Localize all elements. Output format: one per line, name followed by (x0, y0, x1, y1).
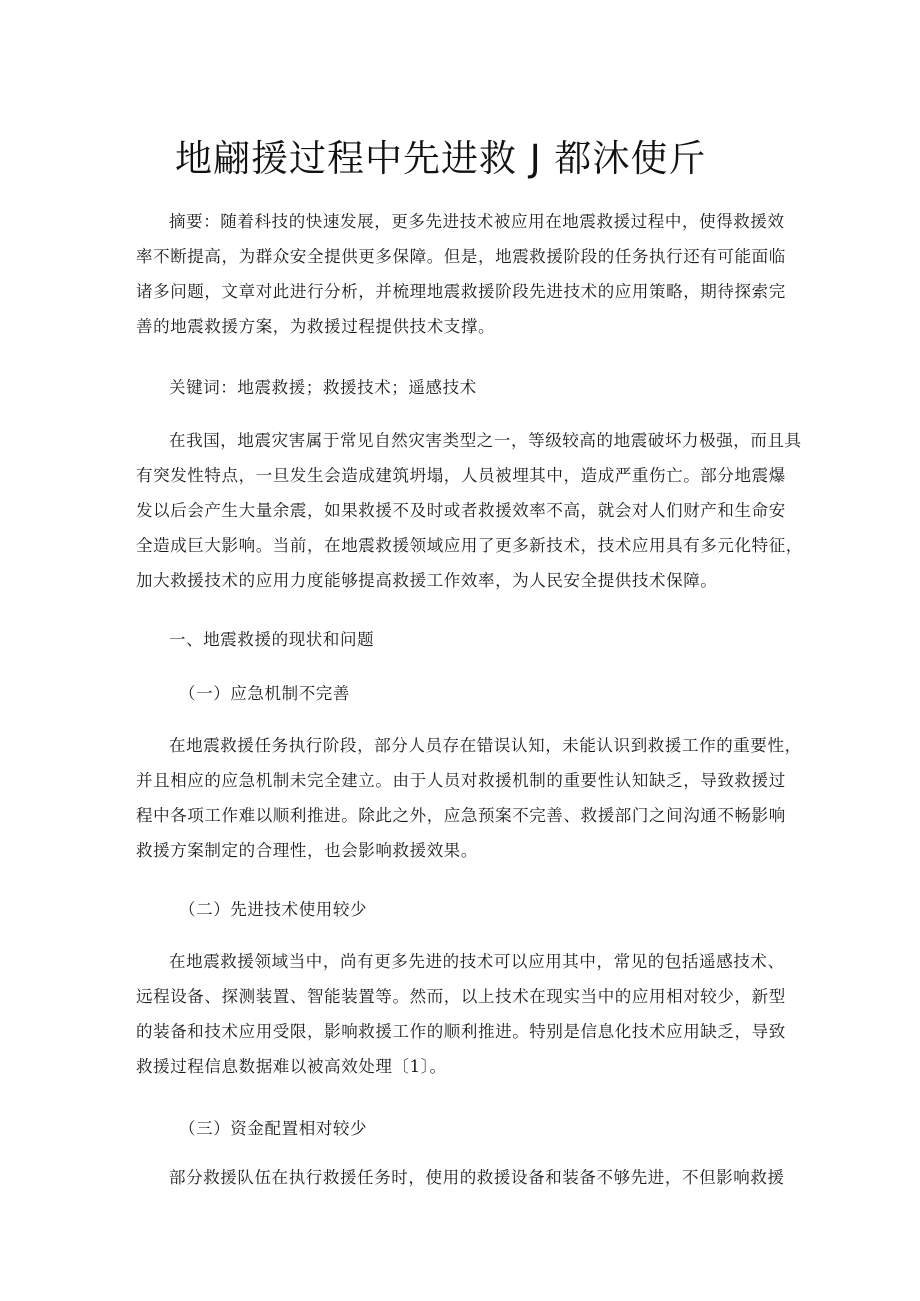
subsection-2-body (136, 944, 798, 1084)
keywords-line: 关键词：地震救援；救援技术；遥感技术 (169, 378, 477, 397)
intro-line: 全造成巨大影响。当前，在地震救援领域应用了更多新技术，技术应用具有多元化特征， (136, 536, 803, 555)
body-line: 的装备和技术应用受限，影响救援工作的顺利推进。特别是信息化技术应用缺乏，导致 (136, 1022, 786, 1041)
body-line: 在地震救援领域当中，尚有更多先进的技术可以应用其中，常见的包括遥感技术、 (169, 952, 785, 971)
body-line: 远程设备、探测装置、智能装置等。然而，以上技术在现实当中的应用相对较少，新型 (136, 987, 786, 1006)
intro-line: 发以后会产生大量余震，如果救援不及时或者救援效率不高，就会对人们财产和生命安 (136, 501, 786, 520)
document-title: 地翩援过程中先进救 J 都沐使斤 (175, 137, 707, 180)
intro-paragraph (136, 423, 803, 598)
subsection-heading-1: （一）应急机制不完善 (179, 684, 350, 703)
intro-line: 加大救援技术的应用力度能够提高救援工作效率，为人民安全提供技术保障。 (136, 571, 718, 590)
body-line: 部分救援队伍在执行救援任务时，使用的救援设备和装备不够先进，不但影响救援 (169, 1168, 785, 1187)
body-line: 在地震救援任务执行阶段，部分人员存在错误认知，未能认识到救援工作的重要性， (169, 736, 802, 755)
abstract-paragraph (136, 204, 798, 344)
abstract-line: 摘要：随着科技的快速发展，更多先进技术被应用在地震救援过程中，使得救援效 (169, 212, 785, 231)
intro-line: 在我国，地震灾害属于常见自然灾害类型之一，等级较高的地震破坏力极强，而且具 (169, 431, 802, 450)
subsection-1-body (136, 728, 802, 868)
subsection-heading-3: （三）资金配置相对较少 (179, 1119, 368, 1138)
body-line: 救援过程信息数据难以被高效处理〔1〕。 (136, 1057, 447, 1076)
abstract-line: 诸多问题，文章对此进行分析，并梳理地震救援阶段先进技术的应用策略，期待探索完 (136, 282, 786, 301)
intro-line: 有突发性特点，一旦发生会造成建筑坍塌，人员被埋其中，造成严重伤亡。部分地震爆 (136, 466, 786, 485)
subsection-3-body (136, 1160, 798, 1195)
section-heading-1: 一、地震救援的现状和问题 (169, 630, 375, 649)
body-line: 程中各项工作难以顺利推进。除此之外，应急预案不完善、救援部门之间沟通不畅影响 (136, 806, 786, 825)
body-line: 并且相应的应急机制未完全建立。由于人员对救援机制的重要性认知缺乏，导致救援过 (136, 771, 786, 790)
abstract-line: 率不断提高，为群众安全提供更多保障。但是，地震救援阶段的任务执行还有可能面临 (136, 247, 786, 266)
subsection-heading-2: （二）先进技术使用较少 (179, 900, 368, 919)
abstract-line: 善的地震救援方案，为救援过程提供技术支撑。 (136, 317, 496, 336)
body-line: 救援方案制定的合理性，也会影响救援效果。 (136, 841, 478, 860)
